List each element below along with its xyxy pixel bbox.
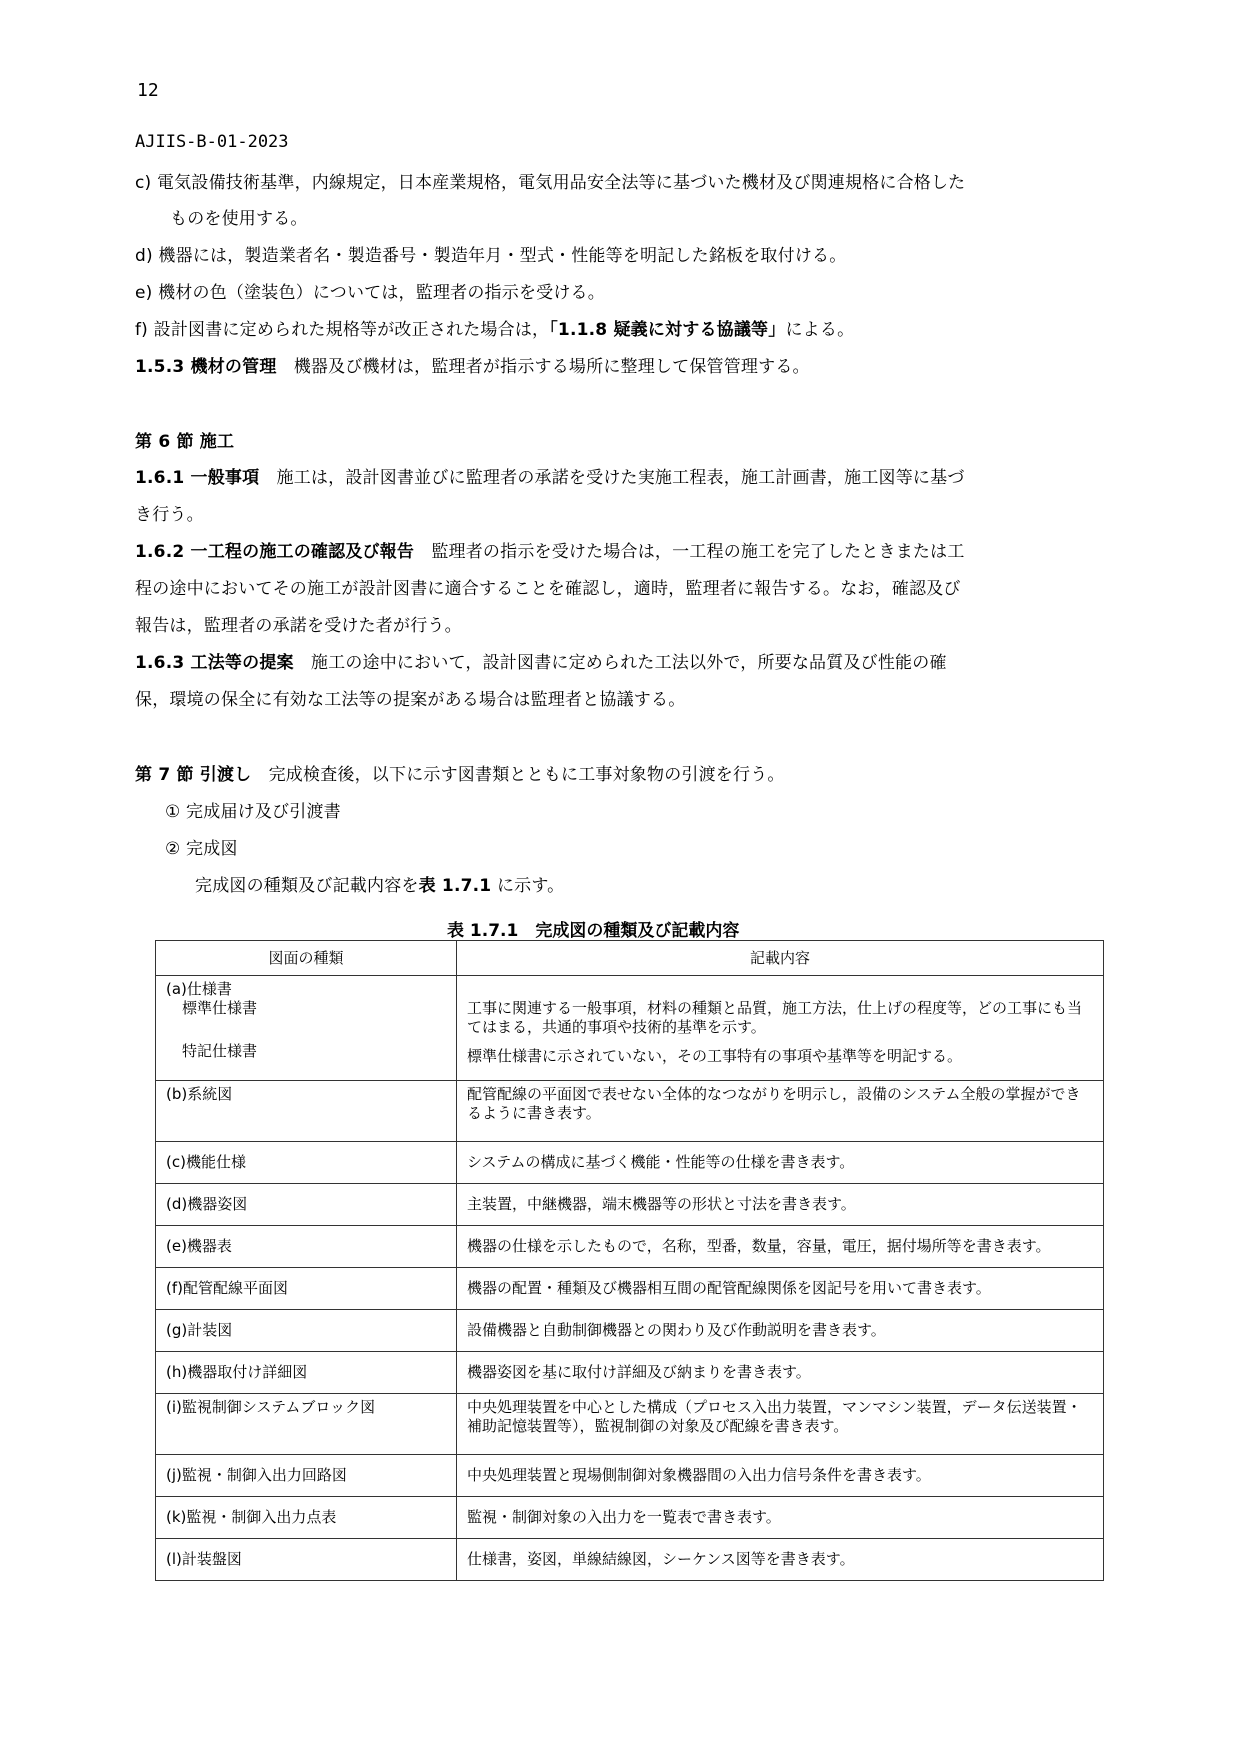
- contents-cell: 中央処理装置と現場側制御対象機器間の入出力信号条件を書き表す。: [457, 1455, 1104, 1497]
- clause-1-6-3-line1: [135, 648, 947, 673]
- contents-cell: システムの構成に基づく機能・性能等の仕様を書き表す。: [457, 1142, 1104, 1184]
- row-a-sub2: 特記仕様書: [182, 1042, 258, 1060]
- contents-cell: 配管配線の平面図で表せない全体的なつながりを明示し，設備のシステム全般の掌握ができるように書き表す。: [457, 1081, 1104, 1142]
- table-row: [156, 1268, 1104, 1310]
- page-number: 12: [137, 80, 159, 101]
- contents-cell: 設備機器と自動制御機器との関わり及び作動説明を書き表す。: [457, 1310, 1104, 1352]
- row-a-label: (a)仕様書: [166, 980, 232, 998]
- row-a-desc2: 標準仕様書に示されていない，その工事特有の事項や基準等を明記する。: [467, 1047, 963, 1065]
- drawing-type-cell: (h)機器取付け詳細図: [156, 1352, 457, 1394]
- contents-cell: 主装置，中継機器，端末機器等の形状と寸法を書き表す。: [457, 1184, 1104, 1226]
- drawing-type-cell: (d)機器姿図: [156, 1184, 457, 1226]
- drawing-type-cell: (l)計装盤図: [156, 1539, 457, 1581]
- table-row: [156, 1497, 1104, 1539]
- contents-cell: 機器姿図を基に取付け詳細及び納まりを書き表す。: [457, 1352, 1104, 1394]
- contents-cell: 機器の配置・種類及び機器相互間の配管配線関係を図記号を用いて書き表す。: [457, 1268, 1104, 1310]
- section-7-line: [135, 760, 785, 785]
- clause-1-6-1-line2: き行う。: [135, 505, 204, 525]
- table-row: [156, 1352, 1104, 1394]
- table-row: [156, 976, 1104, 1081]
- table-row: [156, 1226, 1104, 1268]
- clause-1-6-3-line2: 保，環境の保全に有効な工法等の提案がある場合は監理者と協議する。: [135, 690, 686, 710]
- item-f-pre: f) 設計図書に定められた規格等が改正された場合は，: [135, 320, 550, 340]
- drawing-type-cell: (g)計装図: [156, 1310, 457, 1352]
- drawing-type-cell: (f)配管配線平面図: [156, 1268, 457, 1310]
- row-a-desc1: 工事に関連する一般事項，材料の種類と品質，施工方法，仕上げの程度等，どの工事にも当てはまる，共通的事項や技術的基準を示す。: [467, 999, 1083, 1036]
- item-c-line2: ものを使用する。: [170, 209, 308, 229]
- drawing-type-cell: (k)監視・制御入出力点表: [156, 1497, 457, 1539]
- clause-1-6-1-line1: [135, 463, 965, 488]
- clause-1-6-1-heading: 1.6.1 一般事項: [135, 468, 260, 488]
- table-row: [156, 1184, 1104, 1226]
- note-pre: 完成図の種類及び記載内容を: [195, 876, 419, 896]
- drawings-table: [155, 940, 1104, 1581]
- table-row: [156, 1310, 1104, 1352]
- clause-1-6-2-line2: 程の途中においてその施工が設計図書に適合することを確認し，適時，監理者に報告する。なお，確認及び: [135, 579, 961, 599]
- clause-1-6-1-text: 施工は，設計図書並びに監理者の承諾を受けた実施工程表，施工計画書，施工図等に基づ: [259, 468, 965, 488]
- table-row: [156, 1455, 1104, 1497]
- section-7-title: 第 7 節 引渡し: [135, 765, 252, 785]
- drawing-type-cell: (j)監視・制御入出力回路図: [156, 1455, 457, 1497]
- clause-1-5-3-text: 機器及び機材は，監理者が指示する場所に整理して保管管理する。: [276, 357, 810, 377]
- clause-1-6-2-heading: 1.6.2 一工程の施工の確認及び報告: [135, 542, 415, 562]
- note-post: に示す。: [491, 876, 565, 896]
- row-a-label-cell: [156, 976, 457, 1081]
- item-f-post: による。: [785, 320, 855, 340]
- table-reference-note: [195, 871, 564, 896]
- table-row: [156, 1081, 1104, 1142]
- drawing-type-cell: (b)系統図: [156, 1081, 457, 1142]
- header-drawing-type: 図面の種類: [156, 941, 457, 976]
- clause-1-6-2-line3: 報告は，監理者の承諾を受けた者が行う。: [135, 616, 462, 636]
- item-c-line1: c) 電気設備技術基準，内線規定，日本産業規格，電気用品安全法等に基づいた機材及び関連規格に合格した: [135, 173, 966, 193]
- table-caption: 表 1.7.1 完成図の種類及び記載内容: [447, 921, 740, 941]
- drawing-type-cell: (c)機能仕様: [156, 1142, 457, 1184]
- item-f: [135, 315, 854, 340]
- item-f-reference: 「1.1.8 疑義に対する協議等」: [549, 320, 786, 340]
- note-table-ref: 表 1.7.1: [418, 876, 492, 896]
- list-item-2: ② 完成図: [165, 839, 238, 859]
- header-contents: 記載内容: [457, 941, 1104, 976]
- section-6-title: 第 6 節 施工: [135, 432, 235, 452]
- table-row: [156, 1539, 1104, 1581]
- drawing-type-cell: (i)監視制御システムブロック図: [156, 1394, 457, 1455]
- drawing-type-cell: (e)機器表: [156, 1226, 457, 1268]
- row-a-sub1: 標準仕様書: [182, 999, 258, 1017]
- row-a-desc-cell: [457, 976, 1104, 1081]
- clause-1-6-3-text: 施工の途中において，設計図書に定められた工法以外で，所要な品質及び性能の確: [293, 653, 947, 673]
- table-header-row: [156, 941, 1104, 976]
- clause-1-6-2-line1: [135, 537, 965, 562]
- clause-1-6-3-heading: 1.6.3 工法等の提案: [135, 653, 294, 673]
- item-e: e) 機材の色（塗装色）については，監理者の指示を受ける。: [135, 283, 605, 303]
- item-d: d) 機器には，製造業者名・製造番号・製造年月・型式・性能等を明記した銘板を取付ける。: [135, 246, 847, 266]
- clause-1-5-3: [135, 352, 810, 377]
- table-row: [156, 1394, 1104, 1455]
- list-item-1: ① 完成届け及び引渡書: [165, 802, 341, 822]
- table-row: [156, 1142, 1104, 1184]
- contents-cell: 仕様書，姿図，単線結線図，シーケンス図等を書き表す。: [457, 1539, 1104, 1581]
- contents-cell: 中央処理装置を中心とした構成（プロセス入出力装置，マンマシン装置，データ伝送装置・補助記憶装置等），監視制御の対象及び配線を書き表す。: [457, 1394, 1104, 1455]
- document-id: AJIIS-B-01-2023: [135, 132, 289, 152]
- contents-cell: 機器の仕様を示したもので，名称，型番，数量，容量，電圧，据付場所等を書き表す。: [457, 1226, 1104, 1268]
- section-7-text: 完成検査後，以下に示す図書類とともに工事対象物の引渡を行う。: [251, 765, 785, 785]
- contents-cell: 監視・制御対象の入出力を一覧表で書き表す。: [457, 1497, 1104, 1539]
- clause-1-6-2-text: 監理者の指示を受けた場合は，一工程の施工を完了したときまたは工: [414, 542, 965, 562]
- clause-1-5-3-heading: 1.5.3 機材の管理: [135, 357, 277, 377]
